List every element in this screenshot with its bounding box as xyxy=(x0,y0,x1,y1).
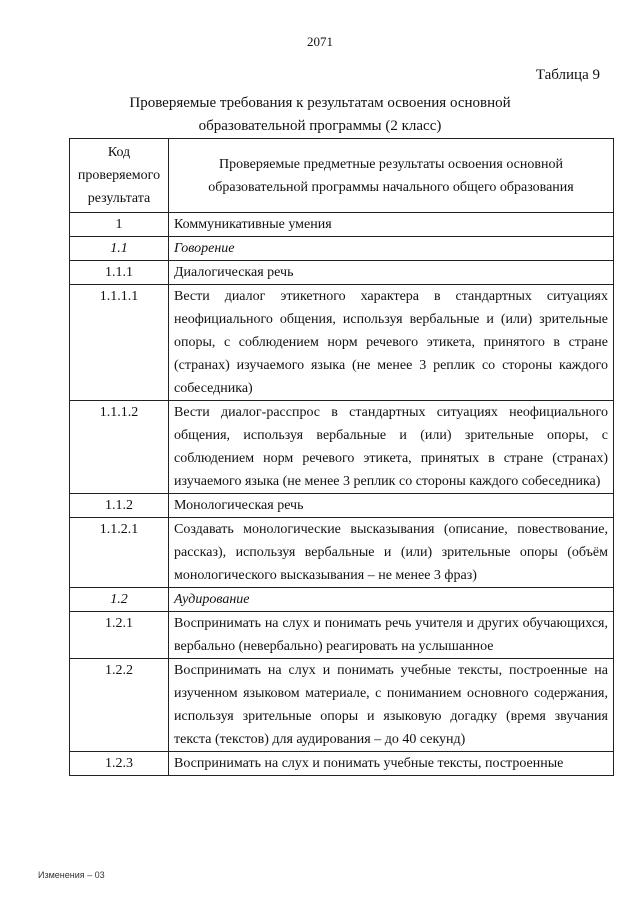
table-row xyxy=(70,261,614,285)
table-header-row xyxy=(70,139,614,213)
row-code: 1.2.3 xyxy=(70,752,169,776)
title-line-2: образовательной программы (2 класс) xyxy=(198,118,442,134)
table-row xyxy=(70,518,614,588)
row-code: 1.1.1.1 xyxy=(70,285,169,401)
row-code: 1.1.2.1 xyxy=(70,518,169,588)
row-code: 1.2 xyxy=(70,588,169,612)
title-line-1: Проверяемые требования к результатам освоения основной xyxy=(129,95,511,111)
table-title xyxy=(0,92,640,138)
table-row xyxy=(70,285,614,401)
row-description: Говорение xyxy=(169,237,614,261)
row-description: Вести диалог этикетного характера в стандартных ситуациях неофициального общения, используя вербальные и (или) зрительные опоры, с соблюдением норм речевого этикета, принятого в стране (странах) изучаемого языка (не менее 3 реплик со стороны каждого собеседника) xyxy=(169,285,614,401)
row-code: 1.1 xyxy=(70,237,169,261)
header-results: Проверяемые предметные результаты освоения основной образовательной программы начального общего образования xyxy=(169,139,614,213)
row-description: Аудирование xyxy=(169,588,614,612)
table-row xyxy=(70,612,614,659)
page-number: 2071 xyxy=(307,34,333,49)
table-label: Таблица 9 xyxy=(535,67,600,83)
row-code: 1.1.1 xyxy=(70,261,169,285)
table-row xyxy=(70,588,614,612)
table-row xyxy=(70,401,614,494)
row-description: Монологическая речь xyxy=(169,494,614,518)
table-row xyxy=(70,659,614,752)
row-description: Создавать монологические высказывания (описание, повествование, рассказ), используя вербальные и (или) зрительные опоры (объём монологического высказывания – не менее 3 фраз) xyxy=(169,518,614,588)
row-code: 1.1.2 xyxy=(70,494,169,518)
row-code: 1.1.1.2 xyxy=(70,401,169,494)
footer-note: Изменения – 03 xyxy=(38,870,105,880)
table-row xyxy=(70,494,614,518)
row-description: Воспринимать на слух и понимать учебные тексты, построенные xyxy=(169,752,614,776)
row-code: 1.2.2 xyxy=(70,659,169,752)
row-description: Воспринимать на слух и понимать речь учителя и других обучающихся, вербально (невербально) реагировать на услышанное xyxy=(169,612,614,659)
row-description: Воспринимать на слух и понимать учебные тексты, построенные на изученном языковом материале, с пониманием основного содержания, используя зрительные опоры и языковую догадку (время звучания текста (текстов) для аудирования – до 40 секунд) xyxy=(169,659,614,752)
row-description: Вести диалог-расспрос в стандартных ситуациях неофициального общения, используя вербальные и (или) зрительные опоры, с соблюдением норм речевого этикета, принятых в стране (странах) изучаемого языка (не менее 3 реплик со стороны каждого собеседника) xyxy=(169,401,614,494)
table-row xyxy=(70,237,614,261)
row-code: 1.2.1 xyxy=(70,612,169,659)
row-description: Диалогическая речь xyxy=(169,261,614,285)
table-row xyxy=(70,752,614,776)
row-description: Коммуникативные умения xyxy=(169,213,614,237)
requirements-table xyxy=(69,138,614,776)
row-code: 1 xyxy=(70,213,169,237)
table-row xyxy=(70,213,614,237)
header-code: Код проверяемого результата xyxy=(70,139,169,213)
